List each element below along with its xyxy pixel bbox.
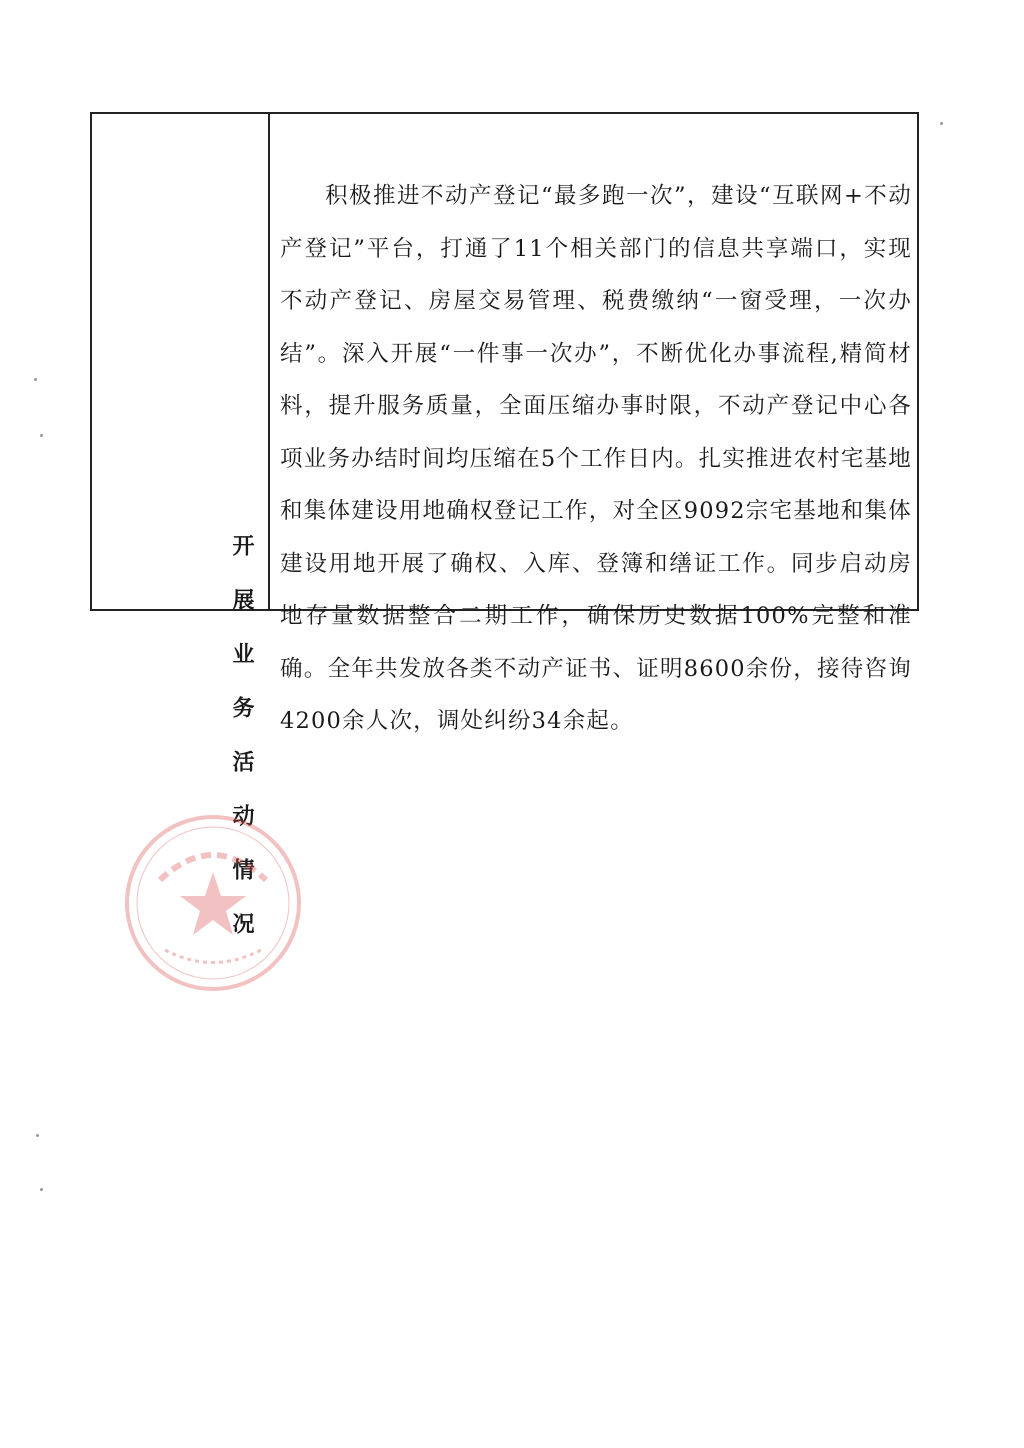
official-seal-icon [120, 810, 306, 996]
scan-speck [40, 434, 43, 437]
table-column-divider [268, 112, 270, 609]
scan-speck [940, 122, 943, 125]
section-label: 开展业务活动情况 [229, 534, 254, 966]
label-column [92, 114, 268, 966]
body-text: 积极推进不动产登记“最多跑一次”，建设“互联网+不动产登记”平台，打通了11个相关部门的信息共享端口，实现不动产登记、房屋交易管理、税费缴纳“一窗受理，一次办结”。深入开展“一件事一次办”，不断优化办事流程,精简材料，提升服务质量，全面压缩办事时限，不动产登记中心各项业务办结时间均压缩在5个工作日内。扎实推进农村宅基地和集体建设用地确权登记工作，对全区9092宗宅基地和集体建设用地开展了确权、入库、登簿和缮证工作。同步启动房地存量数据整合二期工作，确保历史数据100%完整和准确。全年共发放各类不动产证书、证明8600余份，接待咨询4200余人次，调处纠纷34余起。 [280, 183, 912, 734]
scan-speck [40, 1188, 43, 1191]
scan-speck [34, 378, 37, 381]
scan-speck [36, 1134, 39, 1137]
